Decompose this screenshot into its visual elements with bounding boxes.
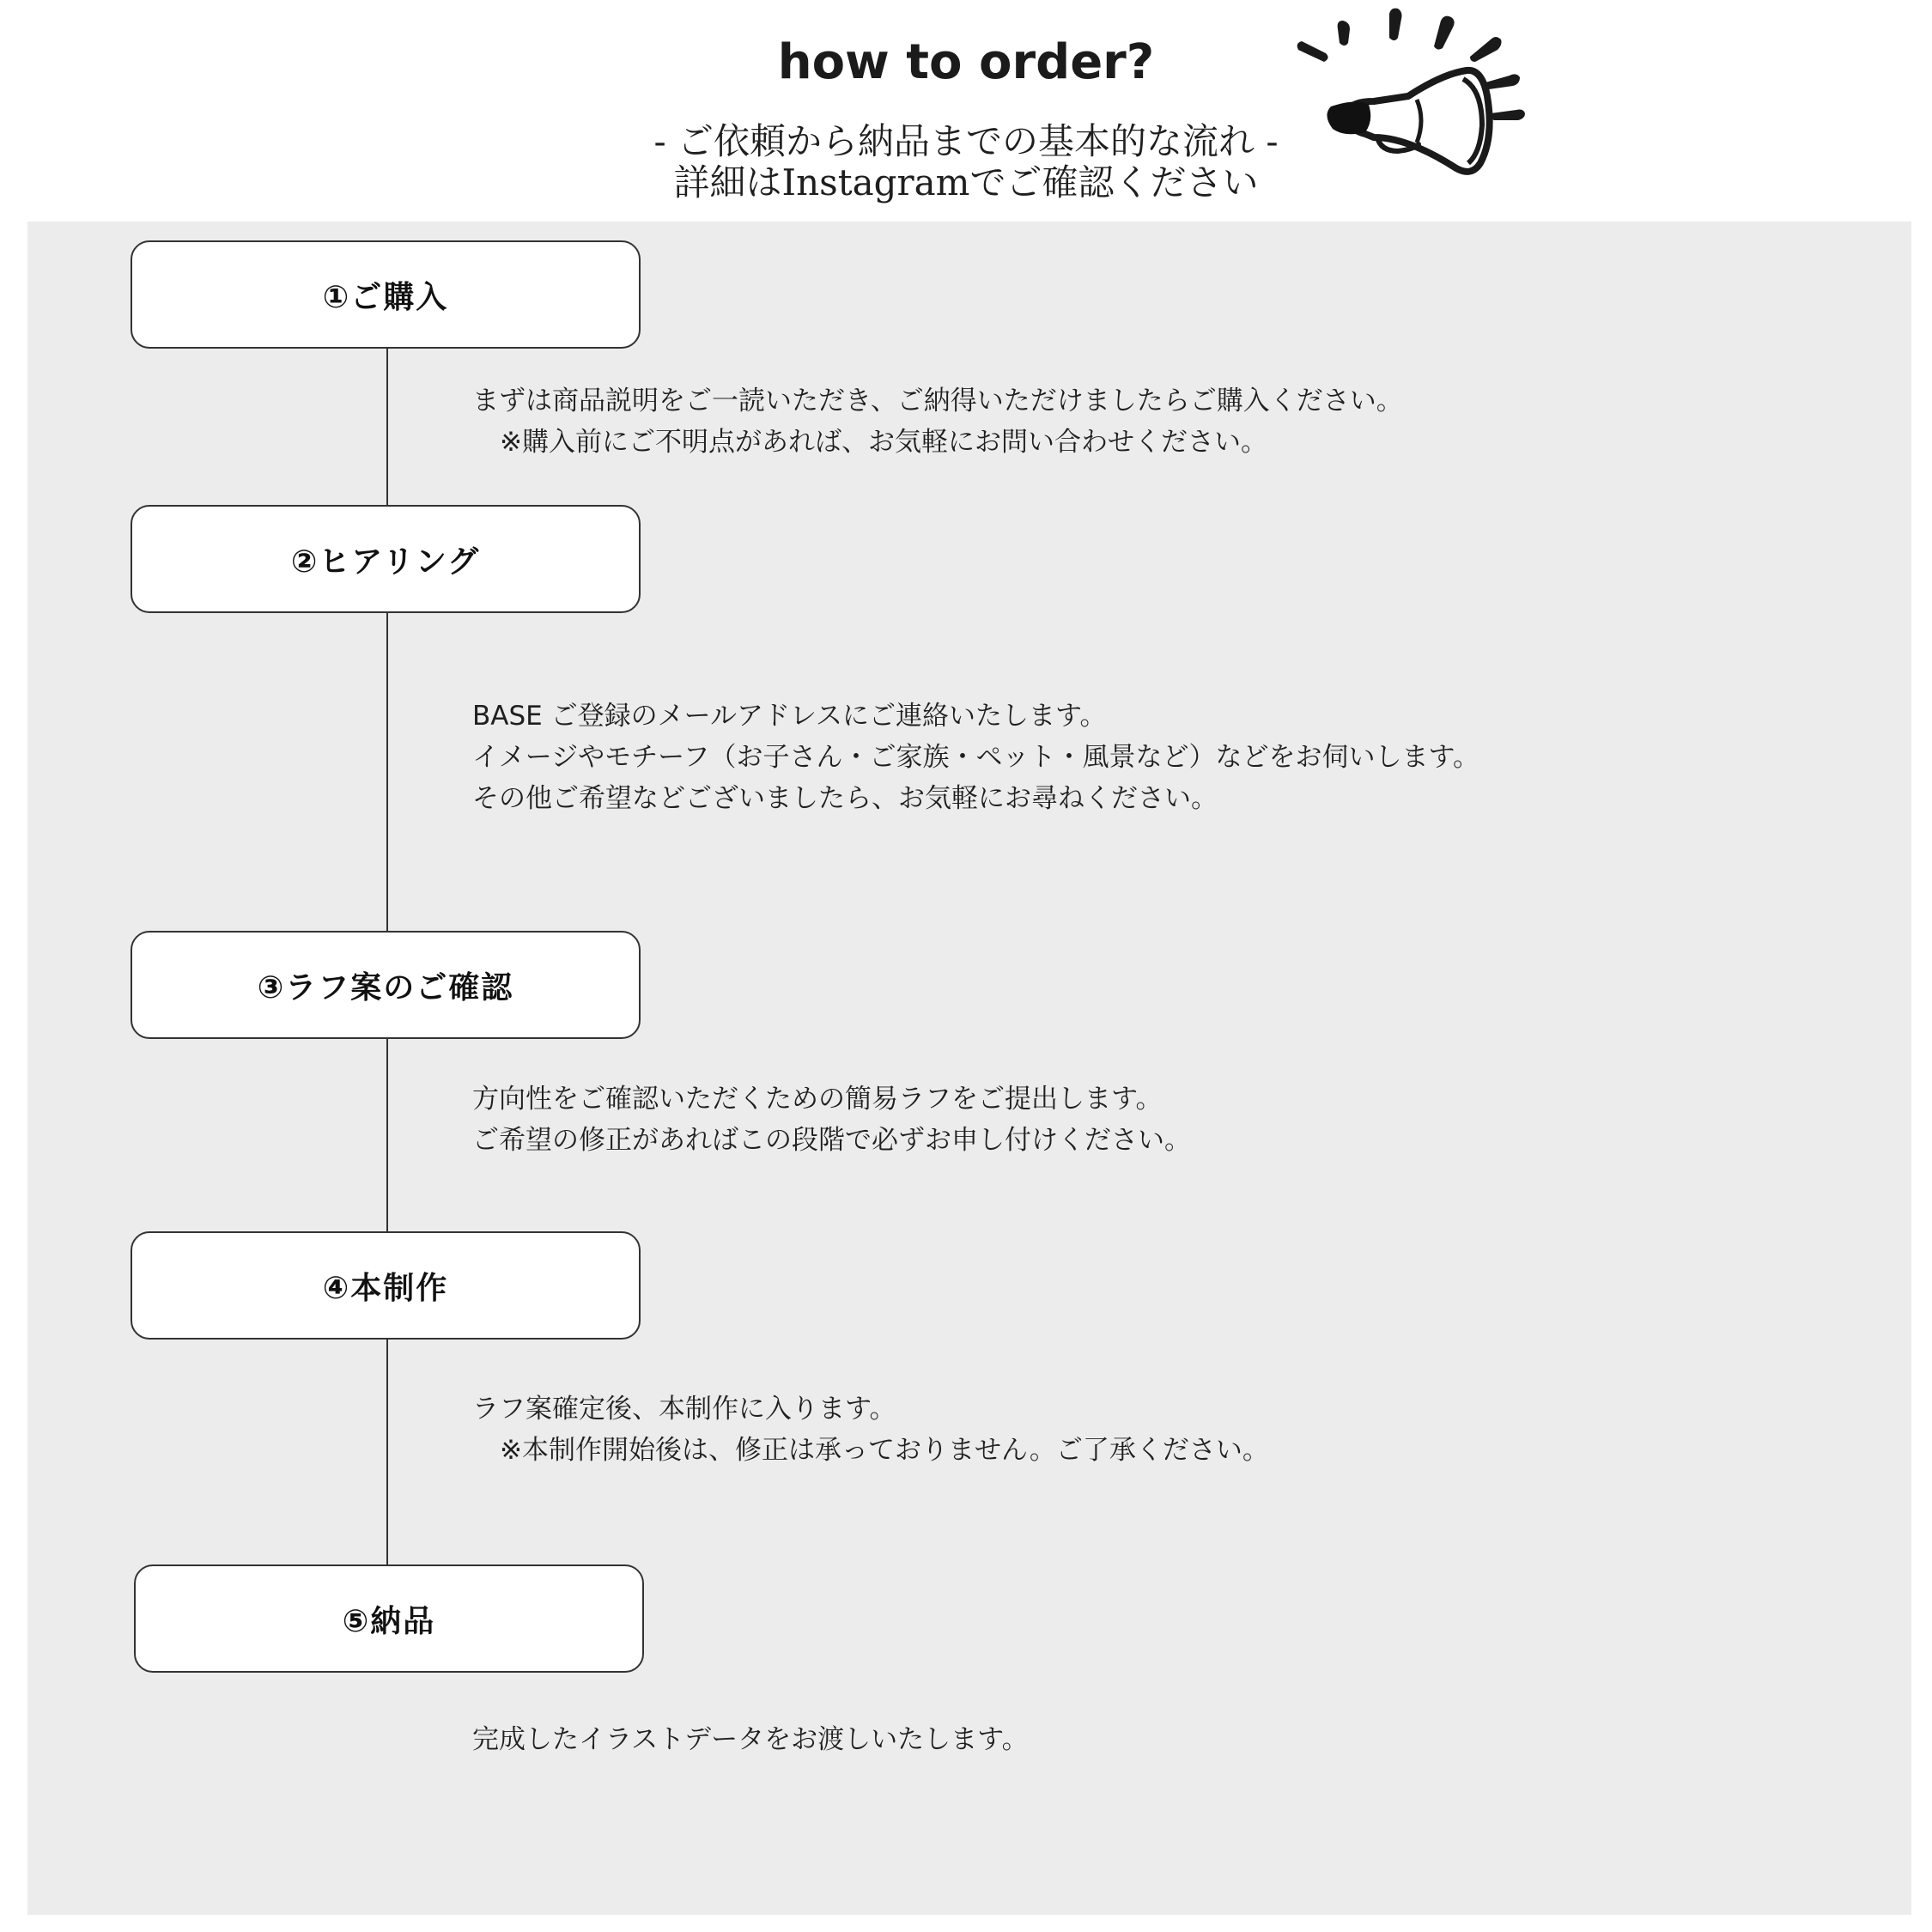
step-description-delivery bbox=[472, 1719, 1029, 1760]
step-box-production bbox=[131, 1231, 641, 1340]
step-label: ⑤納品 bbox=[342, 1603, 436, 1639]
step-label: ③ラフ案のご確認 bbox=[257, 969, 514, 1005]
description-line: まずは商品説明をご一読いただき、ご納得いただけましたらご購入ください。 bbox=[472, 386, 1403, 416]
description-line: ラフ案確定後、本制作に入ります。 bbox=[472, 1394, 896, 1425]
step-description-production bbox=[472, 1388, 1269, 1471]
description-line: イメージやモチーフ（お子さん・ご家族・ペット・風景など）などをお伺いします。 bbox=[472, 742, 1480, 773]
flow-connector-4 bbox=[386, 1340, 388, 1564]
description-line: 完成したイラストデータをお渡しいたします。 bbox=[472, 1724, 1029, 1755]
flow-connector-3 bbox=[386, 1039, 388, 1231]
step-box-rough-check bbox=[131, 931, 641, 1039]
step-label: ①ご購入 bbox=[322, 279, 449, 315]
flow-connector-2 bbox=[386, 613, 388, 931]
description-line: 方向性をご確認いただくための簡易ラフをご提出します。 bbox=[472, 1084, 1163, 1115]
step-box-hearing bbox=[131, 505, 641, 613]
step-label: ②ヒアリング bbox=[290, 544, 481, 580]
step-box-purchase bbox=[131, 240, 641, 349]
flow-connector-1 bbox=[386, 349, 388, 505]
step-description-rough-check bbox=[472, 1078, 1191, 1161]
page-subtitle-note: 詳細はInstagramでご確認ください bbox=[673, 161, 1259, 204]
description-line: その他ご希望などございましたら、お気軽にお尋ねください。 bbox=[472, 783, 1218, 814]
description-line: ご希望の修正があればこの段階で必ずお申し付けください。 bbox=[472, 1125, 1191, 1156]
megaphone-icon bbox=[1288, 0, 1580, 189]
step-description-purchase bbox=[472, 380, 1403, 463]
page-subtitle: - ご依頼から納品までの基本的な流れ - bbox=[653, 120, 1279, 162]
page-title: how to order? bbox=[777, 34, 1155, 90]
step-label: ④本制作 bbox=[322, 1270, 449, 1306]
description-note: ※本制作開始後は、修正は承っておりません。ご了承ください。 bbox=[500, 1435, 1269, 1466]
description-note: ※購入前にご不明点があれば、お気軽にお問い合わせください。 bbox=[500, 427, 1267, 458]
step-box-delivery bbox=[134, 1564, 644, 1673]
description-line: BASE ご登録のメールアドレスにご連絡いたします。 bbox=[472, 701, 1107, 732]
step-description-hearing bbox=[472, 696, 1479, 819]
